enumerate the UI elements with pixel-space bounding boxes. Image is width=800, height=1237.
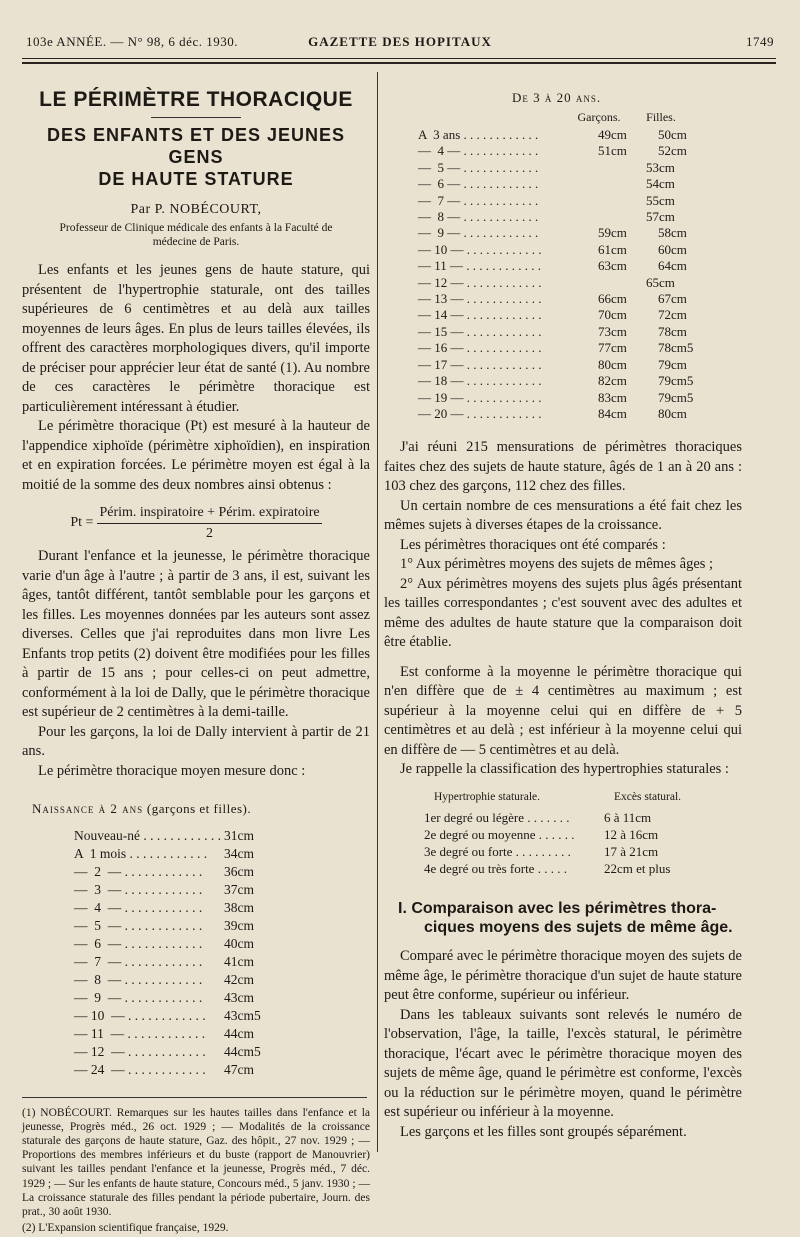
perimeter-cell: 37cm [224,881,254,897]
girls-cell: 78cm [658,323,687,339]
table-row [418,176,742,192]
header-rule [22,58,776,59]
table-row [74,1043,370,1061]
footnote-rule [22,1097,367,1098]
degree-cell: 2e degré ou moyenne . . . . . . [424,827,575,843]
excess-cell: 17 à 21cm [604,844,659,860]
right-column [384,88,742,1142]
table-row [74,971,370,989]
perimeter-cell: 39cm [224,917,254,933]
page-header [20,34,780,56]
age-cell: — 4 — . . . . . . . . . . . . [418,143,539,159]
classification-header [434,788,742,808]
perimeter-cell: 41cm [224,953,254,969]
boys-cell: 70cm [598,307,627,323]
paragraph: Je rappelle la classification des hypertrophies staturales : [400,761,729,778]
table-row [418,357,742,373]
paragraph: 2° Aux périmètres moyens des sujets plus âgés présentant les tailles correspondantes ; c'est souvent avec des adultes et même des adultes de haute stature que la comparaison doit être établie. [384,575,742,651]
age-cell: — 6 — . . . . . . . . . . . . [74,935,203,951]
table-heading: De 3 à 20 ans. [512,90,602,105]
article-subtitle-1: DES ENFANTS ET DES JEUNES GENS [46,124,346,167]
boys-cell: 61cm [598,241,627,257]
perimeter-cell: 34cm [224,845,254,861]
age-cell: — 11 — . . . . . . . . . . . . [74,1025,206,1041]
paragraph: Le périmètre thoracique moyen mesure donc : [38,762,306,779]
table-row [74,881,370,899]
boys-cell: 51cm [598,143,627,159]
table-row [74,863,370,881]
age-cell: — 15 — . . . . . . . . . . . . [418,323,542,339]
boys-cell: 77cm [598,340,627,356]
girls-cell: 50cm [658,127,687,142]
perimeter-cell: 42cm [224,971,254,987]
age-cell: — 17 — . . . . . . . . . . . . [418,356,542,372]
header-rule-thick [22,62,776,64]
perimeter-cell: 44cm5 [224,1043,261,1059]
common-cell: 53cm [646,159,675,175]
table-row [74,917,370,935]
age-cell: — 3 — . . . . . . . . . . . . [74,881,203,897]
age-cell: — 5 — . . . . . . . . . . . . [74,917,203,933]
age-cell: — 24 — . . . . . . . . . . . . [74,1061,206,1077]
excess-cell: 12 à 16cm [604,827,659,843]
common-cell: 65cm [646,274,675,290]
degree-cell: 3e degré ou forte . . . . . . . . . [424,844,571,860]
age-cell: — 8 — . . . . . . . . . . . . [74,971,203,987]
column-divider [377,72,378,1152]
table-row [418,324,742,340]
girls-cell: 79cm [658,356,687,372]
girls-cell: 72cm [658,307,687,323]
cls-header-1: Hypertrophie staturale. [434,790,541,803]
common-cell: 54cm [646,176,675,192]
journal-title: GAZETTE DES HOPITAUX [308,34,492,49]
age-cell: — 11 — . . . . . . . . . . . . [418,258,542,274]
paragraph: Un certain nombre de ces mensurations a été fait chez les mêmes sujets à diverses étapes de la croissance. [384,497,742,534]
age-cell: — 19 — . . . . . . . . . . . . [418,389,542,405]
table-row [418,127,742,143]
left-column [22,82,370,1237]
age-cell: Nouveau-né . . . . . . . . . . . . [74,827,221,843]
table-row [418,275,742,291]
article-subtitle-2: DE HAUTE STATURE [98,168,294,189]
perimeter-cell: 38cm [224,899,254,915]
age-cell: — 13 — . . . . . . . . . . . . [418,291,542,307]
paragraph: Les garçons et les filles sont groupés séparément. [400,1123,687,1140]
paragraph: Durant l'enfance et la jeunesse, le périmètre thoracique varie d'un âge à l'autre ; à partir de 3 ans, il est, suivant les âges, tantôt différent, tantôt semblable pour les garçons et les filles. Les moyennes données par les auteurs sont assez diverses. Celles que j'ai reproduites dans mon livre Les Enfants trop petits (2) doivent être modifiées pour les filles à partir de 15 ans ; pour celles-ci on peut admettre, conformément à la loi de Dally, que le périmètre thoracique est supérieur de 2 centimètres à la demi-taille. [22,548,370,720]
age-cell: — 12 — . . . . . . . . . . . . [418,274,542,290]
table-row [74,845,370,863]
age-cell: — 4 — . . . . . . . . . . . . [74,899,203,915]
article-title: LE PÉRIMÈTRE THORACIQUE [39,88,353,111]
article-author: Par P. NOBÉCOURT, [130,201,262,217]
age-cell: — 18 — . . . . . . . . . . . . [418,373,542,389]
age-cell: — 6 — . . . . . . . . . . . . [418,176,539,192]
age-cell: — 20 — . . . . . . . . . . . . [418,405,542,421]
paragraph: Les périmètres thoraciques ont été comparés : [400,536,666,553]
table-row [74,899,370,917]
table-row [418,242,742,258]
age-cell: — 10 — . . . . . . . . . . . . [418,241,542,257]
column-header-girls: Filles. [646,109,676,124]
boys-cell: 80cm [598,356,627,372]
table-column-headers [568,108,742,128]
classification-table [384,809,742,877]
table-row [74,1061,370,1079]
paragraph: Comparé avec le périmètre thoracique moyen des sujets de même âge, le périmètre thoracique d'un sujet de haute stature peut être conforme, supérieur ou inférieur. [384,948,742,1004]
section-heading [398,899,742,937]
paragraph: Dans les tableaux suivants sont relevés le numéro de l'observation, l'âge, la taille, l'excès statural, le périmètre thoracique, l'écart avec le périmètre thoracique moyen des sujets de même âge, quand le périmètre est conforme, l'excès ou la réduction sur le périmètre moyen, quand le périmètre est supérieur ou inférieur à la moyenne. [384,1006,742,1121]
perimeter-cell: 31cm [224,827,254,843]
age-cell: — 9 — . . . . . . . . . . . . [74,989,203,1005]
age-cell: A 3 ans . . . . . . . . . . . . [418,127,539,142]
issue-info: 103e ANNÉE. — N° 98, 6 déc. 1930. [26,34,238,49]
table-row [418,225,742,241]
paragraph: J'ai réuni 215 mensurations de périmètres thoraciques faites chez des sujets de haute stature, âgés de 1 an à 20 ans : 103 chez des garçons, 112 chez des filles. [384,439,742,495]
table-row [418,209,742,225]
table-row [74,1025,370,1043]
age-cell: — 9 — . . . . . . . . . . . . [418,225,539,241]
boys-cell: 82cm [598,373,627,389]
age-cell: — 7 — . . . . . . . . . . . . [74,953,203,969]
table-row [418,340,742,356]
formula-lhs: Pt = [70,515,94,531]
common-cell: 55cm [646,192,675,208]
caption-rest: (garçons et filles). [146,801,252,816]
perimeter-cell: 36cm [224,863,254,879]
girls-cell: 60cm [658,241,687,257]
boys-cell: 59cm [598,225,627,241]
table-row [418,291,742,307]
formula [22,503,370,543]
paragraph: Pour les garçons, la loi de Dally intervient à partir de 21 ans. [22,723,370,759]
paragraph: Les enfants et les jeunes gens de haute stature, qui présentent de l'hypertrophie staturale, ont des tailles supérieures de 6 centimètres et au delà aux tailles moyennes de leurs âges. En plus de leurs tailles élevées, ils offrent des caractères morphologiques divers, qu'il importe de préciser pour apprécier leur état de santé (1). Au nombre de ces caractères le périmètre thoracique est particulièrement intéressant à étudier. [22,262,370,415]
table-row [418,258,742,274]
section-heading-line1: I. Comparaison avec les périmètres thora- [398,900,717,918]
age-cell: — 8 — . . . . . . . . . . . . [418,209,539,225]
boys-cell: 84cm [598,405,627,421]
classification-row [424,826,742,843]
caption-smallcaps: Naissance à 2 ans [32,801,144,816]
boys-cell: 49cm [598,127,627,142]
girls-cell: 80cm [658,405,687,421]
girls-cell: 79cm5 [658,389,694,405]
excess-cell: 22cm et plus [604,861,671,877]
title-separator [151,117,241,118]
perimeter-cell: 43cm [224,989,254,1005]
girls-cell: 78cm5 [658,340,694,356]
formula-denominator: 2 [206,525,214,541]
section-heading-line2: ciques moyens des sujets de même âge. [424,919,733,937]
girls-cell: 79cm5 [658,373,694,389]
author-affiliation: Professeur de Clinique médicale des enfants à la Faculté de médecine de Paris. [59,222,333,248]
paragraph: Le périmètre thoracique (Pt) est mesuré à la hauteur de l'appendice xiphoïde (périmètre xiphoïdien), en inspiration et en expiration forcées. Le périmètre moyen est égal à la moitié de la somme des deux nombres ainsi obtenus : [22,418,370,493]
age-cell: — 5 — . . . . . . . . . . . . [418,159,539,175]
formula-numerator: Périm. inspiratoire + Périm. expiratoire [97,503,321,524]
table-row [74,953,370,971]
perimeter-cell: 43cm5 [224,1007,261,1023]
age-cell: A 1 mois . . . . . . . . . . . . [74,845,208,861]
table-caption [32,799,370,819]
table-row [418,406,742,422]
girls-cell: 52cm [658,143,687,159]
footnote-1: (1) NOBÉCOURT. Remarques sur les hautes tailles dans l'enfance et la jeunesse, Progrès méd., 26 oct. 1929 ; — Modalités de la croissance staturale des garçons de haute stature, Gaz. des hôpit., 27 nov. 1929 ; — Proportions des membres inférieurs et du buste (rapport de Manouvrier) suivant les tailles pendant l'enfance et la jeunesse, Progrès méd., 7 déc. 1929 ; — Sur les enfants de haute stature, Concours méd., 5 janv. 1930 ; — La croissance staturale des filles pendant la période pubertaire, Journ. des prat., 30 août 1930. [22,1106,370,1218]
girls-cell: 58cm [658,225,687,241]
common-cell: 57cm [646,209,675,225]
table-row [418,193,742,209]
classification-row [424,809,742,826]
column-header-boys: Garçons. [577,109,621,124]
paragraph: 1° Aux périmètres moyens des sujets de mêmes âges ; [400,556,714,573]
paragraph: Est conforme à la moyenne le périmètre thoracique qui n'en diffère que de ± 4 centimètres au maximum ; est supérieur à la moyenne celui qui en diffère de + 5 centimètres et au delà ; est inférieur à la moyenne celui qui en diffère de — 5 centimètres et au delà. [384,663,742,758]
footnote-2: (2) L'Expansion scientifique française, 1929. [22,1222,229,1235]
age-cell: — 12 — . . . . . . . . . . . . [74,1043,206,1059]
age-cell: — 10 — . . . . . . . . . . . . [74,1007,206,1023]
perimeter-cell: 40cm [224,935,254,951]
classification-row [424,860,742,877]
table-row [74,1007,370,1025]
page-number: 1749 [746,34,774,49]
age-cell: — 2 — . . . . . . . . . . . . [74,863,203,879]
table-row [418,390,742,406]
cls-header-2: Excès statural. [614,790,682,803]
boys-cell: 66cm [598,291,627,307]
table-row [74,935,370,953]
table-row [418,373,742,389]
age-cell: — 16 — . . . . . . . . . . . . [418,340,542,356]
table-row [418,143,742,159]
boys-cell: 83cm [598,389,627,405]
girls-cell: 64cm [658,258,687,274]
boys-cell: 63cm [598,258,627,274]
table-row [418,160,742,176]
infant-table [22,827,370,1079]
perimeter-cell: 47cm [224,1061,254,1077]
formula-fraction [97,503,321,543]
table-row [74,827,370,845]
table-row [418,307,742,323]
degree-cell: 1er degré ou légère . . . . . . . [424,810,570,826]
child-table [384,127,742,422]
classification-row [424,843,742,860]
boys-cell: 73cm [598,323,627,339]
age-cell: — 14 — . . . . . . . . . . . . [418,307,542,323]
excess-cell: 6 à 11cm [604,810,652,826]
degree-cell: 4e degré ou très forte . . . . . [424,861,567,877]
age-cell: — 7 — . . . . . . . . . . . . [418,192,539,208]
table-row [74,989,370,1007]
perimeter-cell: 44cm [224,1025,254,1041]
girls-cell: 67cm [658,291,687,307]
